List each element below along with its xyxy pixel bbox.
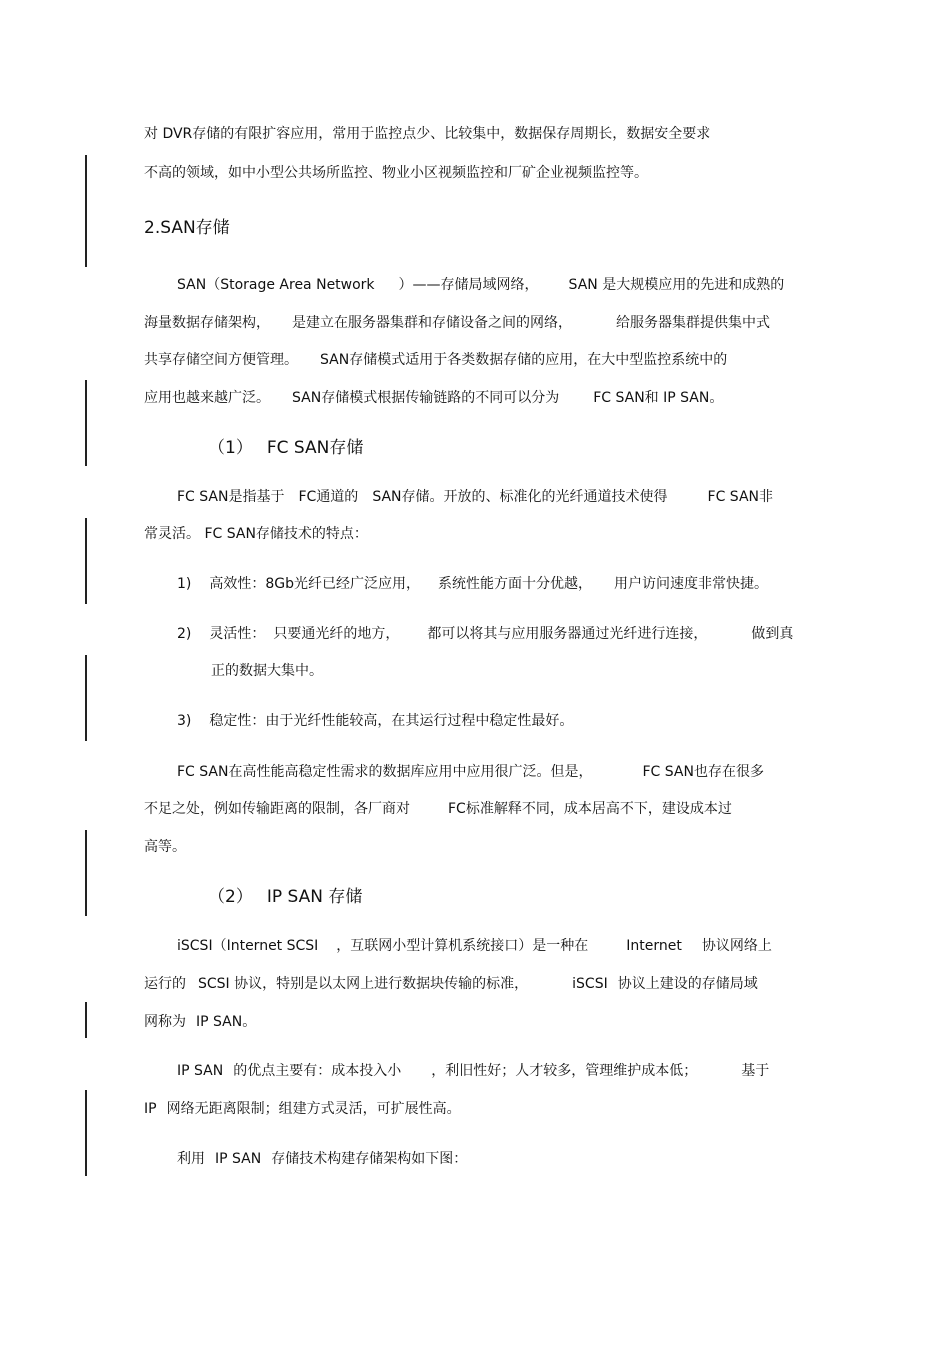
body-text-line: FC SAN是指基于 FC通道的 SAN存储。开放的、标准化的光纤通道技术使得 FC SAN非 [177, 489, 773, 505]
margin-bar [85, 155, 87, 267]
list-item: 2) 灵活性： 只要通光纤的地方， 都可以将其与应用服务器通过光纤进行连接， 做到真 [177, 626, 794, 642]
body-text-line: 高等。 [144, 839, 186, 855]
margin-bar [85, 518, 87, 604]
margin-bar [85, 380, 87, 466]
body-text-line: FC SAN在高性能高稳定性需求的数据库应用中应用很广泛。但是， FC SAN也存在很多 [177, 764, 764, 780]
list-item: 1) 高效性：8Gb光纤已经广泛应用， 系统性能方面十分优越， 用户访问速度非常快捷。 [177, 576, 769, 592]
body-text-line: 海量数据存储架构， 是建立在服务器集群和存储设备之间的网络， 给服务器集群提供集中式 [144, 315, 770, 331]
body-text-line: 应用也越来越广泛。 SAN存储模式根据传输链路的不同可以分为 FC SAN和 IP SAN。 [144, 390, 724, 406]
margin-bar [85, 830, 87, 916]
body-text-line: 运行的 SCSI 协议，特别是以太网上进行数据块传输的标准， iSCSI 协议上建设的存储局域 [144, 976, 758, 992]
body-text-line: IP SAN 的优点主要有：成本投入小 ，利旧性好；人才较多，管理维护成本低； 基于 [177, 1063, 770, 1079]
body-text-line: IP 网络无距离限制；组建方式灵活，可扩展性高。 [144, 1101, 461, 1117]
body-text-line: SAN（Storage Area Network ）——存储局域网络， SAN 是大规模应用的先进和成熟的 [177, 277, 785, 293]
section-heading: 2.SAN存储 [144, 218, 230, 238]
body-text-line: 共享存储空间方便管理。 SAN存储模式适用于各类数据存储的应用，在大中型监控系统中的 [144, 352, 728, 368]
body-text-line: 常灵活。 FC SAN存储技术的特点： [144, 526, 368, 542]
body-text-line: 不高的领域，如中小型公共场所监控、物业小区视频监控和厂矿企业视频监控等。 [144, 165, 648, 181]
subsection-heading: （2） IP SAN 存储 [208, 887, 363, 907]
list-item: 3) 稳定性：由于光纤性能较高，在其运行过程中稳定性最好。 [177, 713, 574, 729]
margin-bar [85, 1002, 87, 1038]
margin-bar [85, 655, 87, 741]
subsection-heading: （1） FC SAN存储 [208, 438, 364, 458]
body-text-line: 对 DVR存储的有限扩容应用，常用于监控点少、比较集中，数据保存周期长，数据安全要求 [144, 126, 711, 142]
body-text-line: iSCSI（Internet SCSI ，互联网小型计算机系统接口）是一种在 Internet 协议网络上 [177, 938, 772, 954]
body-text-line: 不足之处，例如传输距离的限制，各厂商对 FC标准解释不同，成本居高不下，建设成本过 [144, 801, 732, 817]
list-item-continuation: 正的数据大集中。 [211, 663, 323, 679]
body-text-line: 网称为 IP SAN。 [144, 1014, 257, 1030]
body-text-line: 利用 IP SAN 存储技术构建存储架构如下图： [177, 1151, 468, 1167]
margin-bar [85, 1090, 87, 1176]
